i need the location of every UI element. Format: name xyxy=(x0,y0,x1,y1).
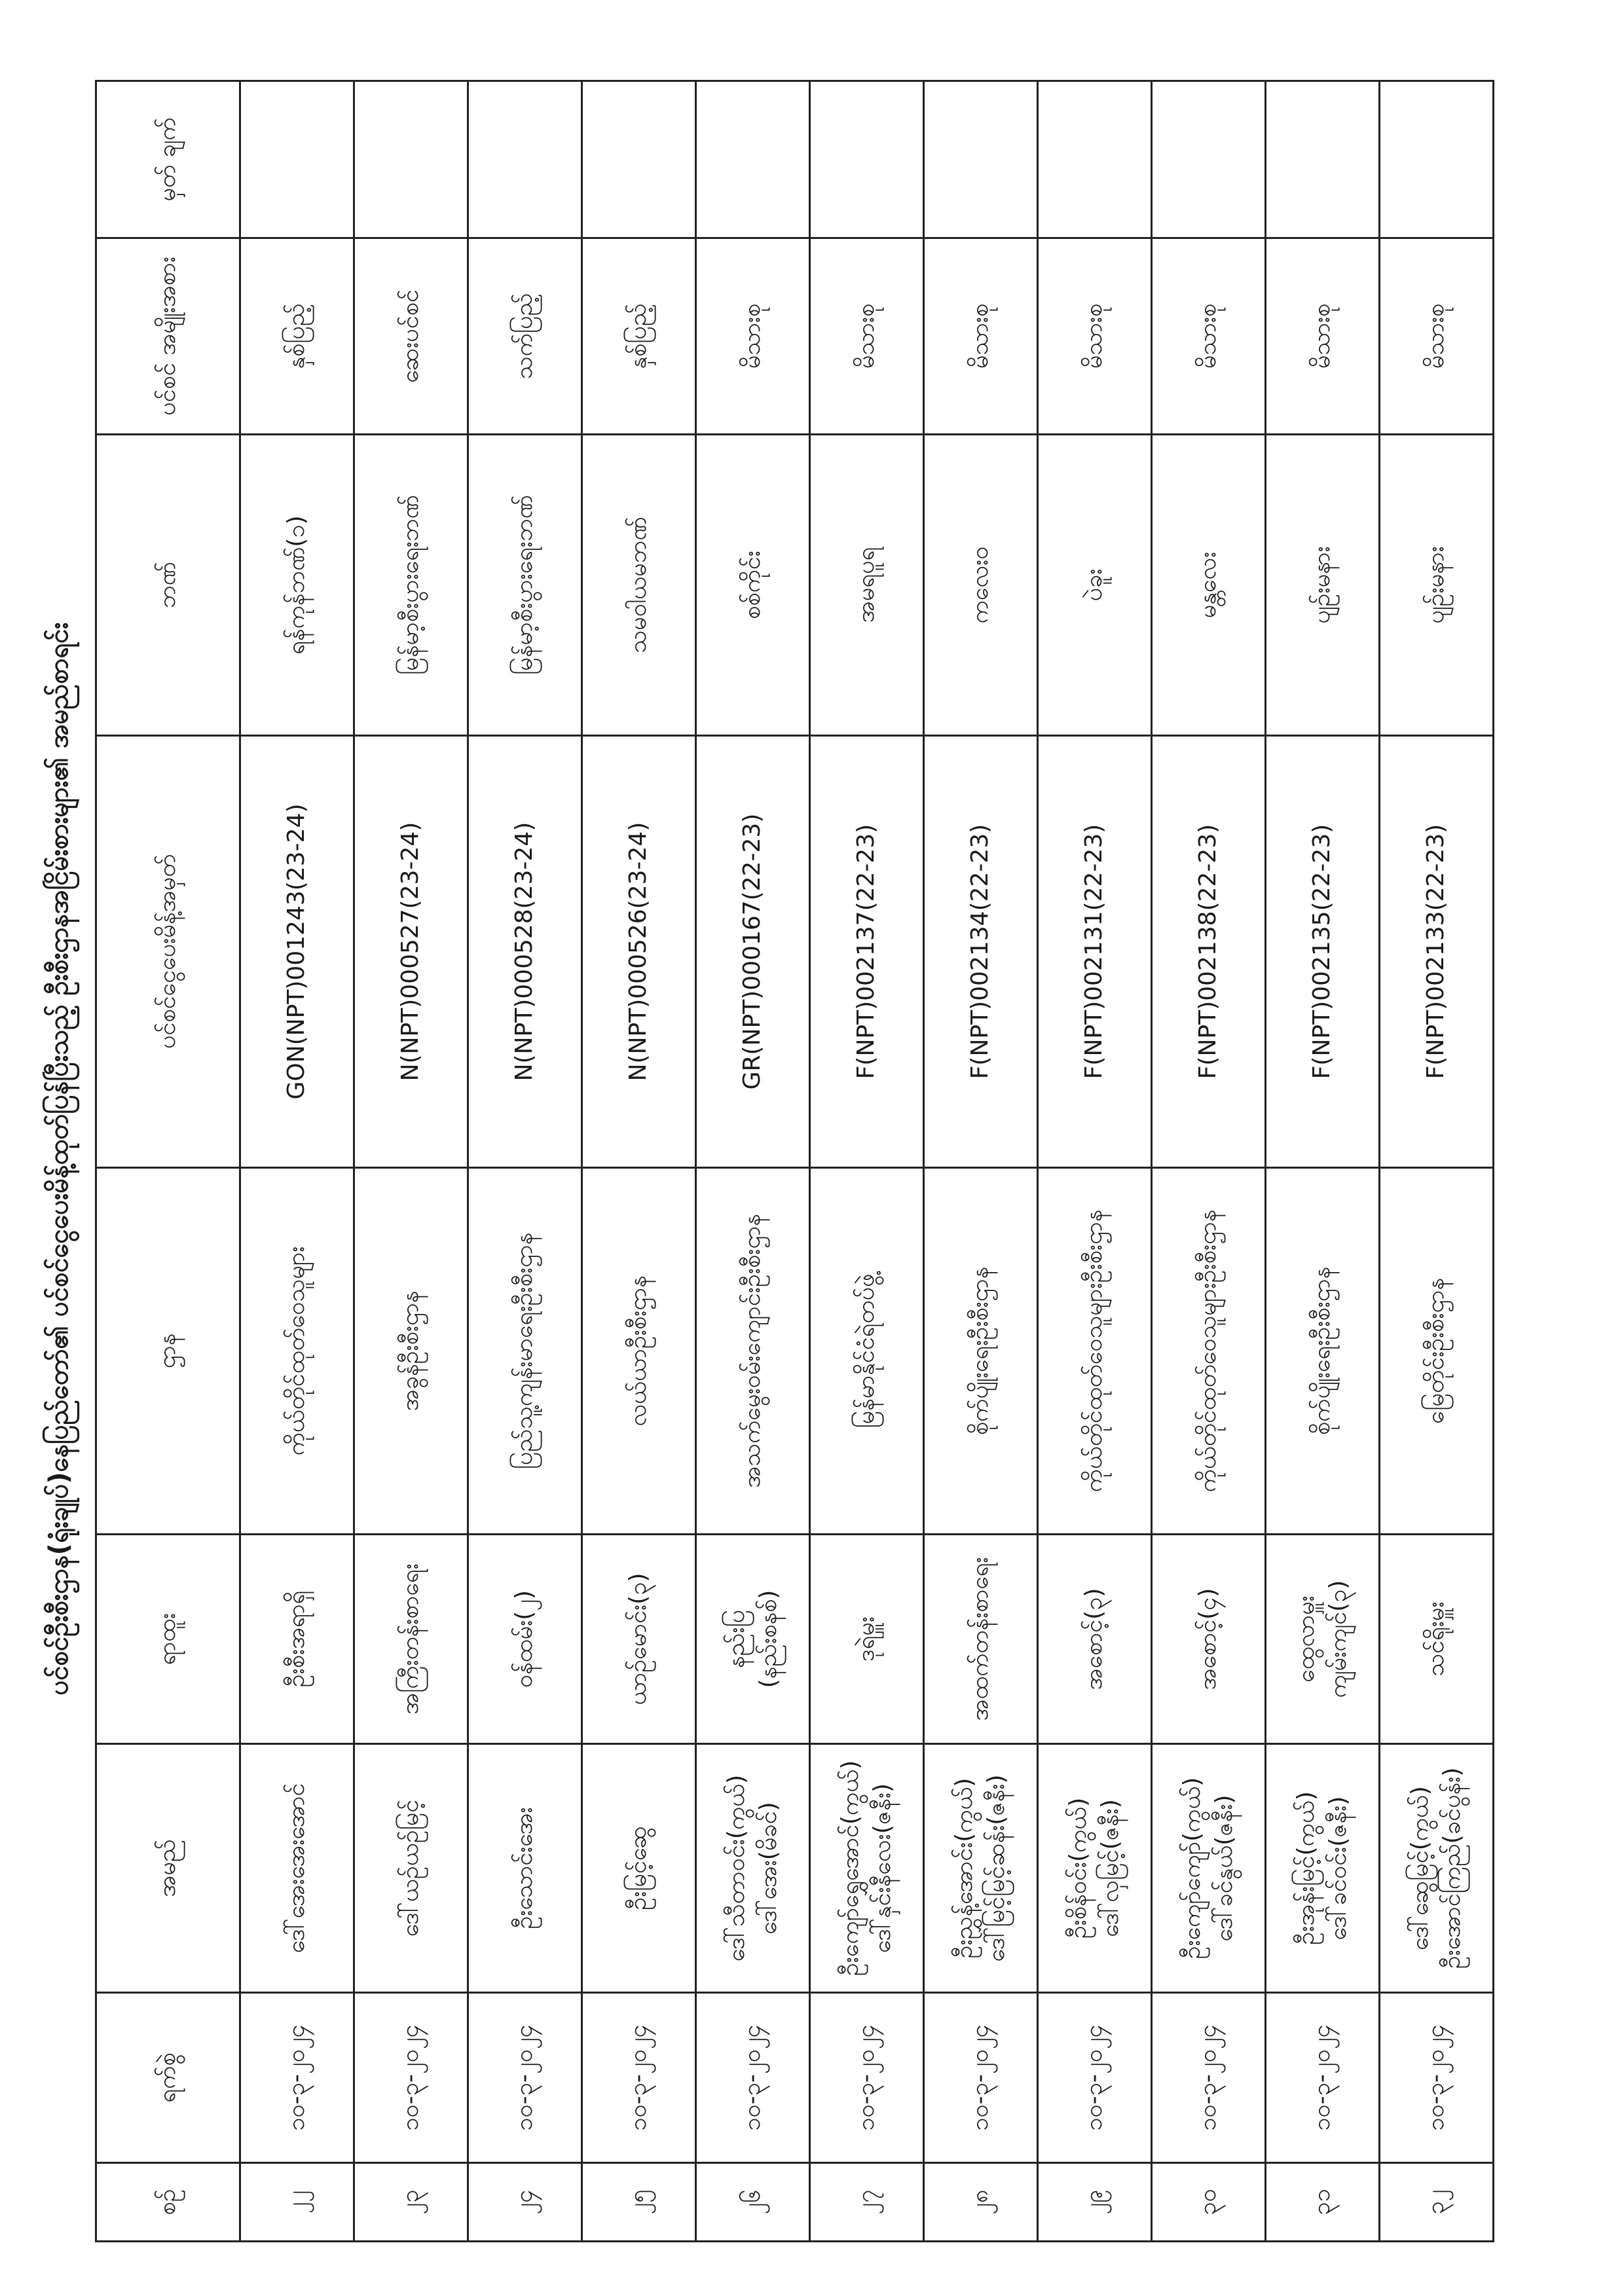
cell-remark xyxy=(354,81,468,238)
cell-rank-line: အစောင့်(၃) xyxy=(1080,1588,1108,1690)
cell-department: မြန်မာနိုင်ငံရဲတပ်ဖွဲ့ xyxy=(810,1168,924,1535)
cell-name-line: ဦးသောင်းအေး xyxy=(511,1807,538,1929)
cell-department: ကိုယ်တိုင်ထုတ်ဝေသူများဦးစီးဌာန xyxy=(1152,1168,1266,1535)
cell-rank xyxy=(1152,1535,1266,1744)
cell-name-line: ဦးကျော်ကျော်(ကွယ်) xyxy=(1178,1777,1206,1959)
cell-pension-type: နှစ်ပြည့် xyxy=(582,238,696,435)
cell-name xyxy=(468,1744,582,1993)
cell-department: အသက်မွေးဝမ်းကျောင်းဦးစီးဌာန xyxy=(696,1168,810,1535)
cell-order-number: N(NPT)000526(23-24) xyxy=(582,736,696,1168)
cell-order-number: F(NPT)002135(22-23) xyxy=(1266,736,1380,1168)
cell-date: ၁၀-၃-၂၀၂၄ xyxy=(810,1993,924,2163)
document-title: ပင်စင်ဦးစီးဌာန(ရုံးချုပ်)နေပြည်တော်၏ ပင်စင်ငွေပေးမိန့်ထုတ်ပြန်ပြီးသည့် ဦးစီးဌာနအငြိမ်းစားများ၏ အမည်စာရင်း xyxy=(44,622,74,1696)
cell-department: ပြည်သူ့ကျန်းမာရေးဦးစီးဌာန xyxy=(468,1168,582,1535)
cell-date: ၁၀-၃-၂၀၂၄ xyxy=(240,1993,354,2163)
cell-pension-type: မိသားစု xyxy=(1152,238,1266,435)
cell-order-number: GR(NPT)000167(22-23) xyxy=(696,736,810,1168)
cell-name-line: ဦးညွှန့်အောင်း(ကွယ်) xyxy=(950,1777,978,1959)
cell-order-number: N(NPT)000527(23-24) xyxy=(354,736,468,1168)
cell-name xyxy=(1038,1744,1152,1993)
cell-name-line: ဒေါ်သီတာဝင်း(ကွယ်) xyxy=(722,1774,750,1962)
cell-pension-type: မိသားစု xyxy=(1266,238,1380,435)
cell-department: ကိုယ်တိုင်ထုတ်ဝေသူများဦးစီးဌာန xyxy=(1038,1168,1152,1535)
cell-department: စိုက်ပျိုးရေးဦးစီးဌာန xyxy=(1266,1168,1380,1535)
cell-date: ၁၀-၃-၂၀၂၄ xyxy=(1266,1993,1380,2163)
cell-order-number: F(NPT)002133(22-23) xyxy=(1380,736,1494,1168)
cell-bank: မြန်မာ့စီးပွားရေးဘဏ် xyxy=(354,435,468,736)
cell-department: အခွန်ဦးစီးဌာန xyxy=(354,1168,468,1535)
cell-rank-line: အထက်တန်းစာရေး xyxy=(967,1557,994,1721)
cell-name-line: ဦးကျော်ရွှေအောင်(ကွယ်) xyxy=(836,1760,864,1977)
cell-no: ၂၄ xyxy=(468,2163,582,2242)
cell-order-number: F(NPT)002137(22-23) xyxy=(810,736,924,1168)
cell-rank xyxy=(582,1535,696,1744)
header-remark: မှတ် ချက် xyxy=(96,81,240,238)
cell-name-line: ဦးအောင်ကြည်(ခင်ပွန်း) xyxy=(1438,1767,1466,1969)
cell-no: ၃၂ xyxy=(1380,2163,1494,2242)
cell-rank xyxy=(1038,1535,1152,1744)
cell-remark xyxy=(1266,81,1380,238)
cell-bank: အမရပူရ xyxy=(810,435,924,736)
cell-no: ၂၈ xyxy=(924,2163,1038,2242)
cell-date: ၁၀-၃-၂၀၂၄ xyxy=(1038,1993,1152,2163)
cell-name-line: ဒေါ်နှင်းနီလေး(ဇနီး) xyxy=(868,1783,896,1954)
header-name: အမည် xyxy=(96,1744,240,1993)
header-pension-type: ပင်စင် အမျိုးအစား xyxy=(96,238,240,435)
cell-rank xyxy=(240,1535,354,1744)
cell-rank-line: ထွေလာမှူး xyxy=(1292,1595,1320,1683)
cell-remark xyxy=(582,81,696,238)
cell-no: ၃၀ xyxy=(1152,2163,1266,2242)
cell-department: လယ်ယာဦးစီးဌာန xyxy=(582,1168,696,1535)
cell-date: ၁၀-၃-၂၀၂၄ xyxy=(924,1993,1038,2163)
cell-rank xyxy=(468,1535,582,1744)
cell-name-line: ဒေါ်ခင်နွယ်(ဇနီး) xyxy=(1210,1795,1238,1942)
cell-remark xyxy=(696,81,810,238)
cell-no: ၂၂ xyxy=(240,2163,354,2242)
cell-name xyxy=(354,1744,468,1993)
cell-name-line: ဒေါ်ဆွေမြင့်(ကွယ်) xyxy=(1406,1786,1433,1950)
cell-rank-line: ကျမ်းကျင်(၃) xyxy=(1324,1580,1352,1698)
cell-name xyxy=(1152,1744,1266,1993)
cell-order-number: F(NPT)002138(22-23) xyxy=(1152,736,1266,1168)
cell-pension-type: မိသားစု xyxy=(696,238,810,435)
cell-name xyxy=(1380,1744,1494,1993)
cell-department: မြေတိုင်းဦးစီးဌာန xyxy=(1380,1168,1494,1535)
cell-rank-line: အစောင့်(၄) xyxy=(1194,1588,1222,1690)
cell-rank-line: သင်ရိုးမှူး xyxy=(1422,1601,1450,1677)
cell-bank: ရန်ကုန်ဘဏ်(၁) xyxy=(240,435,354,736)
cell-rank-line: ယာဉ်မောင်း(၃) xyxy=(625,1573,652,1705)
cell-date: ၁၀-၃-၂၀၂၄ xyxy=(468,1993,582,2163)
rotated-sheet xyxy=(26,65,1624,2252)
cell-pension-type: သက်ပြည့် xyxy=(468,238,582,435)
cell-bank: ပဲခူး xyxy=(1038,435,1152,736)
cell-rank xyxy=(354,1535,468,1744)
cell-bank: သမဝါယမဘဏ် xyxy=(582,435,696,736)
cell-rank-line: (နည်းစနစ်) xyxy=(754,1590,782,1688)
cell-name xyxy=(924,1744,1038,1993)
cell-rank-line: ဒုရဲမှူး xyxy=(853,1616,880,1662)
cell-remark xyxy=(924,81,1038,238)
cell-order-number: F(NPT)002134(22-23) xyxy=(924,736,1038,1168)
header-date: ရက်စွဲ xyxy=(96,1993,240,2163)
cell-pension-type: မိသားစု xyxy=(1380,238,1494,435)
cell-name-line: ဦးအုန်းမြင့်(ကွယ်) xyxy=(1292,1791,1320,1945)
cell-name-line: ဒေါ်အေးအေးအောင် xyxy=(283,1783,310,1954)
cell-rank-line: ဝန်ထမ်း(၂) xyxy=(511,1590,538,1688)
table-row xyxy=(696,81,810,2242)
cell-no: ၃၁ xyxy=(1266,2163,1380,2242)
cell-name xyxy=(582,1744,696,1993)
cell-bank: မြန်မာ့စီးပွားရေးဘဏ် xyxy=(468,435,582,736)
cell-pension-type: မိသားစု xyxy=(924,238,1038,435)
cell-no: ၂၉ xyxy=(1038,2163,1152,2242)
table-row xyxy=(1266,81,1380,2242)
cell-pension-type: ဆေးပင်စင် xyxy=(354,238,468,435)
cell-remark xyxy=(1152,81,1266,238)
cell-rank-line: ဦးစီးအရာရှိ xyxy=(283,1590,310,1688)
table-row xyxy=(924,81,1038,2242)
table-header-row xyxy=(96,81,240,2242)
header-bank: ဘဏ် xyxy=(96,435,240,736)
cell-pension-type: နှစ်ပြည့် xyxy=(240,238,354,435)
header-order-number: ပင်စင်ငွေပေးမိန့်အမှတ် xyxy=(96,736,240,1168)
cell-rank xyxy=(696,1535,810,1744)
cell-name xyxy=(1266,1744,1380,1993)
cell-date: ၁၀-၃-၂၀၂၄ xyxy=(582,1993,696,2163)
cell-no: ၂၅ xyxy=(582,2163,696,2242)
cell-remark xyxy=(810,81,924,238)
header-rank: ရာထူး xyxy=(96,1535,240,1744)
cell-pension-type: မိသားစု xyxy=(810,238,924,435)
cell-bank: ပျဉ်းမနား xyxy=(1380,435,1494,736)
table-row xyxy=(240,81,354,2242)
cell-rank-line: အကြီးတန်းစာရေး xyxy=(397,1563,424,1715)
cell-department: ကိုယ်တိုင်ထုတ်ဝေသူများ xyxy=(240,1168,354,1535)
cell-rank xyxy=(1380,1535,1494,1744)
cell-bank: မန္တလေး xyxy=(1152,435,1266,736)
cell-date: ၁၀-၃-၂၀၂၄ xyxy=(1152,1993,1266,2163)
cell-remark xyxy=(468,81,582,238)
cell-name-line: ဦးစိန်ဝင်း(ကွယ်) xyxy=(1064,1797,1092,1939)
table-row xyxy=(582,81,696,2242)
cell-remark xyxy=(240,81,354,238)
header-no: စဉ် xyxy=(96,2163,240,2242)
cell-bank: စစ်ကိုင်း xyxy=(696,435,810,736)
cell-name xyxy=(240,1744,354,1993)
cell-date: ၁၀-၃-၂၀၂၄ xyxy=(354,1993,468,2163)
cell-date: ၁၀-၃-၂၀၂၄ xyxy=(1380,1993,1494,2163)
cell-no: ၂၃ xyxy=(354,2163,468,2242)
cell-order-number: N(NPT)000528(23-24) xyxy=(468,736,582,1168)
cell-name-line: ဦးမြင့်ဆွေ xyxy=(625,1826,652,1910)
cell-name-line: ဒေါ်လှမြင့်(ဇနီး) xyxy=(1096,1799,1124,1937)
cell-rank-line: နည်းပြ xyxy=(722,1609,750,1669)
cell-name-line: ဒေါ်မြင့်မြင့်ဆန်း(ဇနီး) xyxy=(982,1774,1010,1962)
table-row xyxy=(1038,81,1152,2242)
table-row xyxy=(354,81,468,2242)
cell-no: ၂၆ xyxy=(696,2163,810,2242)
cell-remark xyxy=(1380,81,1494,238)
cell-bank: ကလေးဝ xyxy=(924,435,1038,736)
cell-no: ၂၇ xyxy=(810,2163,924,2242)
cell-order-number: GON(NPT)001243(23-24) xyxy=(240,736,354,1168)
table-row xyxy=(468,81,582,2242)
table-row xyxy=(810,81,924,2242)
cell-name xyxy=(696,1744,810,1993)
cell-remark xyxy=(1038,81,1152,238)
cell-rank xyxy=(1266,1535,1380,1744)
table-row xyxy=(1380,81,1494,2242)
cell-rank xyxy=(924,1535,1038,1744)
table-body xyxy=(240,81,1494,2242)
cell-date: ၁၀-၃-၂၀၂၄ xyxy=(696,1993,810,2163)
cell-department: စိုက်ပျိုးရေးဦးစီးဌာန xyxy=(924,1168,1038,1535)
cell-name-line: ဒေါ်ယဉ်ယဉ်မြင့် xyxy=(397,1799,424,1937)
cell-rank xyxy=(810,1535,924,1744)
cell-name-line: ဒေါ်အေး(မိခင်) xyxy=(754,1802,782,1935)
cell-bank: ပျဉ်းမနား xyxy=(1266,435,1380,736)
cell-pension-type: မိသားစု xyxy=(1038,238,1152,435)
cell-name-line: ဒေါ်ခင်ဝင်း(ဇနီး) xyxy=(1324,1796,1352,1941)
pension-record-table xyxy=(95,80,1494,2242)
table-row xyxy=(1152,81,1266,2242)
cell-name xyxy=(810,1744,924,1993)
header-department: ဌာန xyxy=(96,1168,240,1535)
cell-order-number: F(NPT)002131(22-23) xyxy=(1038,736,1152,1168)
